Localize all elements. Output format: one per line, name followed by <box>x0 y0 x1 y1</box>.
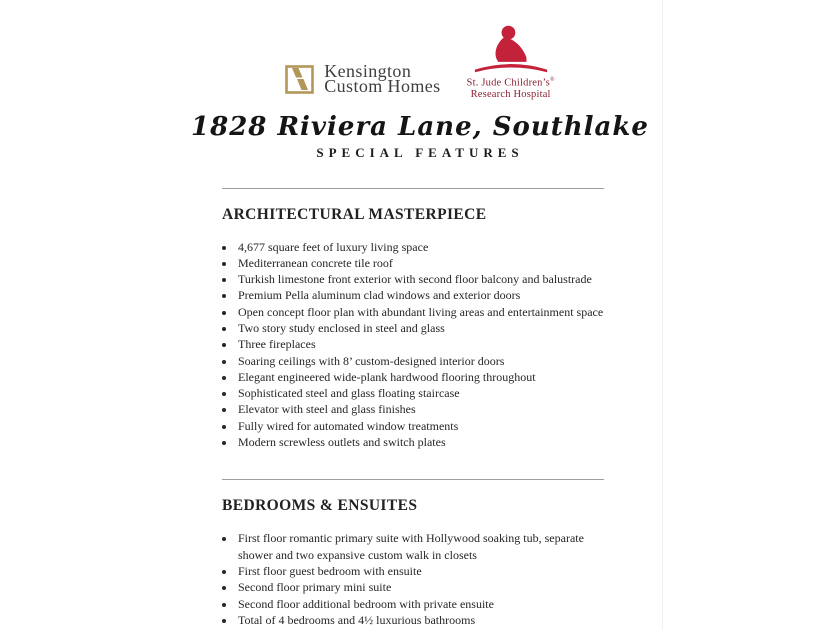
section-divider <box>222 188 604 189</box>
stjude-name-line2: Research Hospital <box>470 89 551 100</box>
header <box>0 0 840 101</box>
feature-item: • Elevator with steel and glass finishes <box>236 401 604 417</box>
sections <box>222 188 604 629</box>
feature-item: • Soaring ceilings with 8’ custom-designed interior doors <box>236 353 604 369</box>
kensington-logo-icon <box>285 61 315 97</box>
stjude-logo <box>467 24 555 101</box>
special-features-subtitle: SPECIAL FEATURES <box>316 144 524 160</box>
section-heading: ARCHITECTURAL MASTERPIECE <box>222 205 487 223</box>
feature-item: • Two story study enclosed in steel and glass <box>236 320 604 336</box>
feature-list <box>222 239 604 451</box>
feature-item: • Elegant engineered wide-plank hardwood flooring throughout <box>236 369 604 385</box>
stjude-name-line1: St. Jude Children’s® <box>466 77 555 89</box>
feature-item: • Sophisticated steel and glass floating staircase <box>236 385 604 401</box>
feature-item: • Fully wired for automated window treatments <box>236 418 604 434</box>
stjude-wordmark <box>467 75 555 101</box>
feature-item: • Premium Pella aluminum clad windows and exterior doors <box>236 287 604 303</box>
feature-item: • Modern screwless outlets and switch plates <box>236 434 604 450</box>
feature-item: • Three fireplaces <box>236 336 604 352</box>
feature-item: • 4,677 square feet of luxury living space <box>236 239 604 255</box>
feature-section <box>222 479 604 628</box>
feature-section <box>222 188 604 451</box>
section-divider <box>222 479 604 480</box>
feature-item: • Total of 4 bedrooms and 4½ luxurious bathrooms <box>236 612 604 628</box>
property-address-title: 1828 Riviera Lane, Southlake <box>191 111 649 142</box>
feature-item: • Turkish limestone front exterior with second floor balcony and balustrade <box>236 271 604 287</box>
feature-item: • First floor romantic primary suite with Hollywood soaking tub, separate shower and two expansive custom walk in closets <box>236 530 604 563</box>
feature-item: • Second floor additional bedroom with private ensuite <box>236 596 604 612</box>
stjude-child-icon <box>468 24 554 74</box>
kensington-logo <box>285 61 440 97</box>
section-heading: BEDROOMS & ENSUITES <box>222 497 418 515</box>
kensington-wordmark <box>324 60 441 96</box>
feature-item: • Mediterranean concrete tile roof <box>236 255 604 271</box>
kensington-name-line1: Kensington <box>324 60 412 81</box>
page-scan-edge <box>662 0 663 630</box>
feature-list <box>222 530 604 628</box>
kensington-name-line2: Custom Homes <box>324 75 441 96</box>
feature-item: • Second floor primary mini suite <box>236 579 604 595</box>
registered-mark: ® <box>549 77 555 83</box>
feature-item: • Open concept floor plan with abundant living areas and entertainment space <box>236 304 604 320</box>
feature-item: • First floor guest bedroom with ensuite <box>236 563 604 579</box>
